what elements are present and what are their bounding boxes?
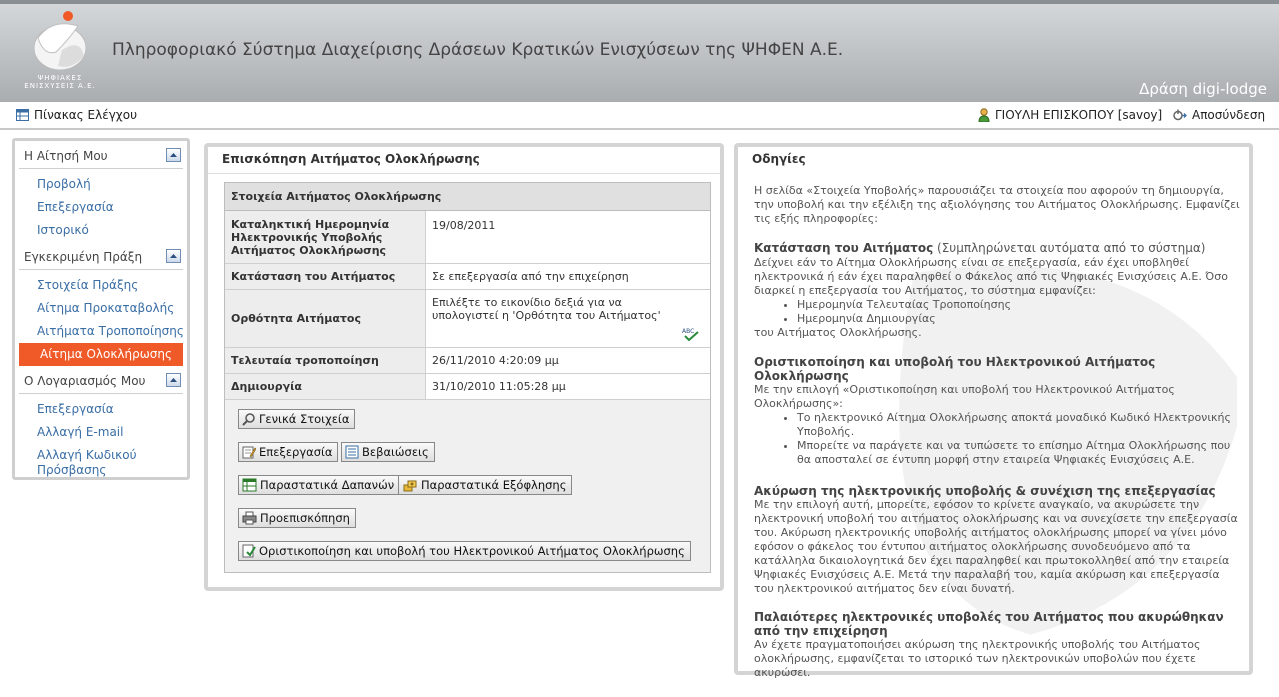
user-icon — [978, 108, 990, 122]
header-banner — [0, 0, 1279, 102]
sidebar-menu — [12, 138, 190, 480]
row-value: Επιλέξτε το εικονίδιο δεξιά για να υπολογιστεί η 'Ορθότητα του Αιτήματος' — [432, 296, 661, 322]
sidebar-item-advance-request[interactable]: Αίτημα Προκαταβολής — [37, 301, 175, 315]
table-row — [225, 348, 710, 374]
collapse-toggle[interactable] — [166, 373, 181, 387]
sidebar-item-account-edit[interactable]: Επεξεργασία — [37, 402, 114, 416]
logout-label: Αποσύνδεση — [1192, 108, 1266, 122]
sidebar-item-view[interactable]: Προβολή — [37, 177, 91, 191]
collapse-toggle[interactable] — [166, 249, 181, 263]
submit-icon — [242, 544, 256, 558]
action-label: Δράση digi-lodge — [1139, 80, 1267, 98]
section-text: Αν έχετε πραγματοποιήσει ακύρωση της ηλεκτρονικής υποβολής του Αιτήματος ολοκλήρωσης, εμφανίζεται το ιστορικό των ηλεκτρονικών υποβολών που έχετε ακυρώσει. — [754, 638, 1201, 679]
sidebar-item-history[interactable]: Ιστορικό — [37, 223, 89, 237]
sidebar-item-edit[interactable]: Επεξεργασία — [37, 200, 114, 214]
section-text: Με την επιλογή αυτή, μπορείτε, εφόσον το κρίνετε αναγκαίο, να ακυρώσετε την ηλεκτρονική υποβολή του αιτήματος ολοκλήρωσης και να συνεχίσετε την επεξεργασία του. Ακύρωση ηλεκτρονικής υποβολής αιτήματος ολοκλήρωσης μπορεί να γίνει μόνο εφόσον ο φάκελος του έντυπου αιτήματος ολοκλήρωσης συνοδευόμενο από τα κατάλληλα δικαιολογητικά δεν έχει παραληφθεί και πρωτοκολληθεί από την εταιρεία Ψηφιακές Ενισχύσεις Α.Ε. Μετά την παραλαβή του, καμία ακύρωση και επεξεργασία του ηλεκτρονικού αιτήματος δεν είναι δυνατή. — [754, 498, 1238, 595]
overview-panel-title: Επισκόπηση Αιτήματος Ολοκλήρωσης — [208, 147, 720, 174]
section-title: Εγκεκριμένη Πράξη — [24, 250, 143, 264]
section-text: Με την επιλογή «Οριστικοποίηση και υποβολή του Ηλεκτρονικού Αιτήματος Ολοκλήρωσης»: — [754, 383, 1175, 410]
chevron-up-icon — [169, 376, 178, 384]
table-row — [225, 264, 710, 290]
finalize-submit-button[interactable] — [238, 541, 691, 561]
row-value-cell — [426, 290, 711, 348]
edit-button[interactable] — [238, 442, 338, 462]
bullet-list — [754, 411, 1240, 467]
button-label: Γενικά Στοιχεία — [259, 412, 350, 426]
section-title: Ακύρωση της ηλεκτρονικής υποβολής & συνέχιση της επεξεργασίας — [754, 484, 1216, 498]
section-title: Κατάσταση του Αιτήματος — [754, 241, 934, 255]
payment-documents-button[interactable] — [398, 475, 572, 495]
chevron-up-icon — [169, 252, 178, 260]
section-text: του Αιτήματος Ολοκλήρωσης. — [754, 326, 922, 339]
section-title: Η Αίτησή Μου — [24, 149, 108, 163]
top-toolbar — [0, 102, 1279, 130]
row-value: 31/10/2010 11:05:28 μμ — [426, 374, 711, 400]
table-row — [225, 374, 710, 400]
chevron-up-icon — [169, 151, 178, 159]
row-label: Τελευταία τροποποίηση — [225, 348, 426, 374]
certificates-button[interactable] — [341, 442, 435, 462]
sidebar-item-modification-requests[interactable]: Αιτήματα Τροποποίησης — [37, 324, 184, 338]
list-item: • Μπορείτε να παράγετε και να τυπώσετε το επίσημο Αίτημα Ολοκλήρωσης που θα αποσταλεί σε έντυπη μορφή στην εταιρεία Ψηφιακές Ενισχύσεις Α.Ε. — [797, 439, 1240, 467]
dashboard-link[interactable] — [16, 108, 137, 122]
dashboard-label: Πίνακας Ελέγχου — [34, 108, 138, 122]
list-item: • Το ηλεκτρονικό Αίτημα Ολοκλήρωσης αποκτά μοναδικό Κωδικό Ηλεκτρονικής Υποβολής. — [797, 411, 1240, 439]
row-value: 19/08/2011 — [426, 211, 711, 264]
section-text: Δείχνει εάν το Αίτημα Ολοκλήρωσης είναι σε επεξεργασία, εάν έχει υποβληθεί ηλεκτρονικά ή εάν έχει παραληφθεί ο Φάκελος από τις Ψηφιακές Ενισχύσεις Α.Ε. Όσο διαρκεί η επεξεργασία του Αιτήματος, το σύστημα εμφανίζει: — [754, 256, 1228, 297]
button-label: Παραστατικά Εξόφλησης — [421, 478, 567, 492]
logout-link[interactable] — [1172, 108, 1265, 122]
details-table-header: Στοιχεία Αιτήματος Ολοκλήρωσης — [225, 183, 710, 211]
button-label: Επεξεργασία — [259, 445, 333, 459]
edit-icon — [242, 445, 256, 459]
details-table — [225, 183, 710, 400]
button-label: Οριστικοποίηση και υποβολή του Ηλεκτρονικού Αιτήματος Ολοκλήρωσης — [259, 544, 685, 558]
search-icon — [242, 412, 256, 426]
bullet-list — [754, 298, 1240, 326]
company-logo — [22, 8, 98, 94]
svg-text:ABC: ABC — [682, 328, 695, 335]
general-info-button[interactable] — [238, 409, 355, 429]
button-label: Παραστατικά Δαπανών — [260, 478, 395, 492]
section-title: Παλαιότερες ηλεκτρονικές υποβολές του Αιτήματος που ακυρώθηκαν από την επιχείρηση — [754, 610, 1224, 638]
logo-text-line2: ΕΝΙΣΧΥΣΕΙΣ Α.Ε. — [24, 82, 96, 90]
sidebar-section-approved-project — [19, 245, 183, 270]
printer-icon — [242, 511, 257, 525]
coins-icon — [402, 478, 418, 492]
print-preview-button[interactable] — [238, 508, 356, 528]
sidebar-item-change-password[interactable]: Αλλαγή Κωδικού Πρόσβασης — [37, 448, 137, 477]
row-label: Ορθότητα Αιτήματος — [225, 290, 426, 348]
sidebar-section-my-account — [19, 369, 183, 394]
table-row — [225, 211, 710, 264]
sidebar-item-change-email[interactable]: Αλλαγή E-mail — [37, 425, 124, 439]
collapse-toggle[interactable] — [166, 148, 181, 162]
table-row — [225, 290, 710, 348]
logo-text-line1: ΨΗΦΙΑΚΕΣ — [37, 74, 83, 82]
logout-icon — [1172, 109, 1187, 122]
spreadsheet-icon — [242, 478, 257, 492]
user-label: ΓΙΟΥΛΗ ΕΠΙΣΚΟΠΟΥ [savoy] — [995, 108, 1163, 122]
button-label: Βεβαιώσεις — [362, 445, 429, 459]
expense-documents-button[interactable] — [238, 475, 400, 495]
button-label: Προεπισκόπηση — [260, 511, 350, 525]
app-title: Πληροφοριακό Σύστημα Διαχείρισης Δράσεων Κρατικών Ενισχύσεων της ΨΗΦΕΝ Α.Ε. — [112, 40, 844, 60]
dashboard-icon — [16, 109, 29, 121]
document-list-icon — [345, 445, 359, 459]
row-label: Καταληκτική Ημερομηνία Ηλεκτρονικής Υποβολής Αιτήματος Ολοκλήρωσης — [225, 211, 426, 264]
current-user — [978, 108, 1162, 122]
row-value: 26/11/2010 4:20:09 μμ — [426, 348, 711, 374]
row-label: Δημιουργία — [225, 374, 426, 400]
row-value: Σε επεξεργασία από την επιχείρηση — [426, 264, 711, 290]
spellcheck-icon[interactable] — [682, 327, 700, 341]
instructions-intro: Η σελίδα «Στοιχεία Υποβολής» παρουσιάζει τα στοιχεία που αφορούν τη δημιουργία, την υποβολή και την εξέλιξη της αξιολόγησης του Αιτήματος Ολοκλήρωσης. Εμφανίζει τις εξής πληροφορίες: — [754, 184, 1240, 225]
section-title: Ο Λογαριασμός Μου — [24, 374, 146, 388]
list-item: • Ημερομηνία Τελευταίας Τροποποίησης — [797, 298, 1240, 312]
section-note: (Συμπληρώνεται αυτόματα από το σύστημα) — [933, 241, 1206, 255]
instructions-content — [754, 184, 1240, 680]
instructions-panel-title: Οδηγίες — [752, 152, 806, 166]
sidebar-item-project-details[interactable]: Στοιχεία Πράξης — [37, 278, 139, 292]
section-title: Οριστικοποίηση και υποβολή του Ηλεκτρονικού Αιτήματος Ολοκλήρωσης — [754, 355, 1156, 383]
row-label: Κατάσταση του Αιτήματος — [225, 264, 426, 290]
sidebar-section-my-application — [19, 144, 183, 169]
list-item: • Ημερομηνία Δημιουργίας — [797, 312, 1240, 326]
sidebar-item-completion-request[interactable]: Αίτημα Ολοκλήρωσης — [19, 343, 183, 366]
header-top-line — [0, 0, 1279, 4]
